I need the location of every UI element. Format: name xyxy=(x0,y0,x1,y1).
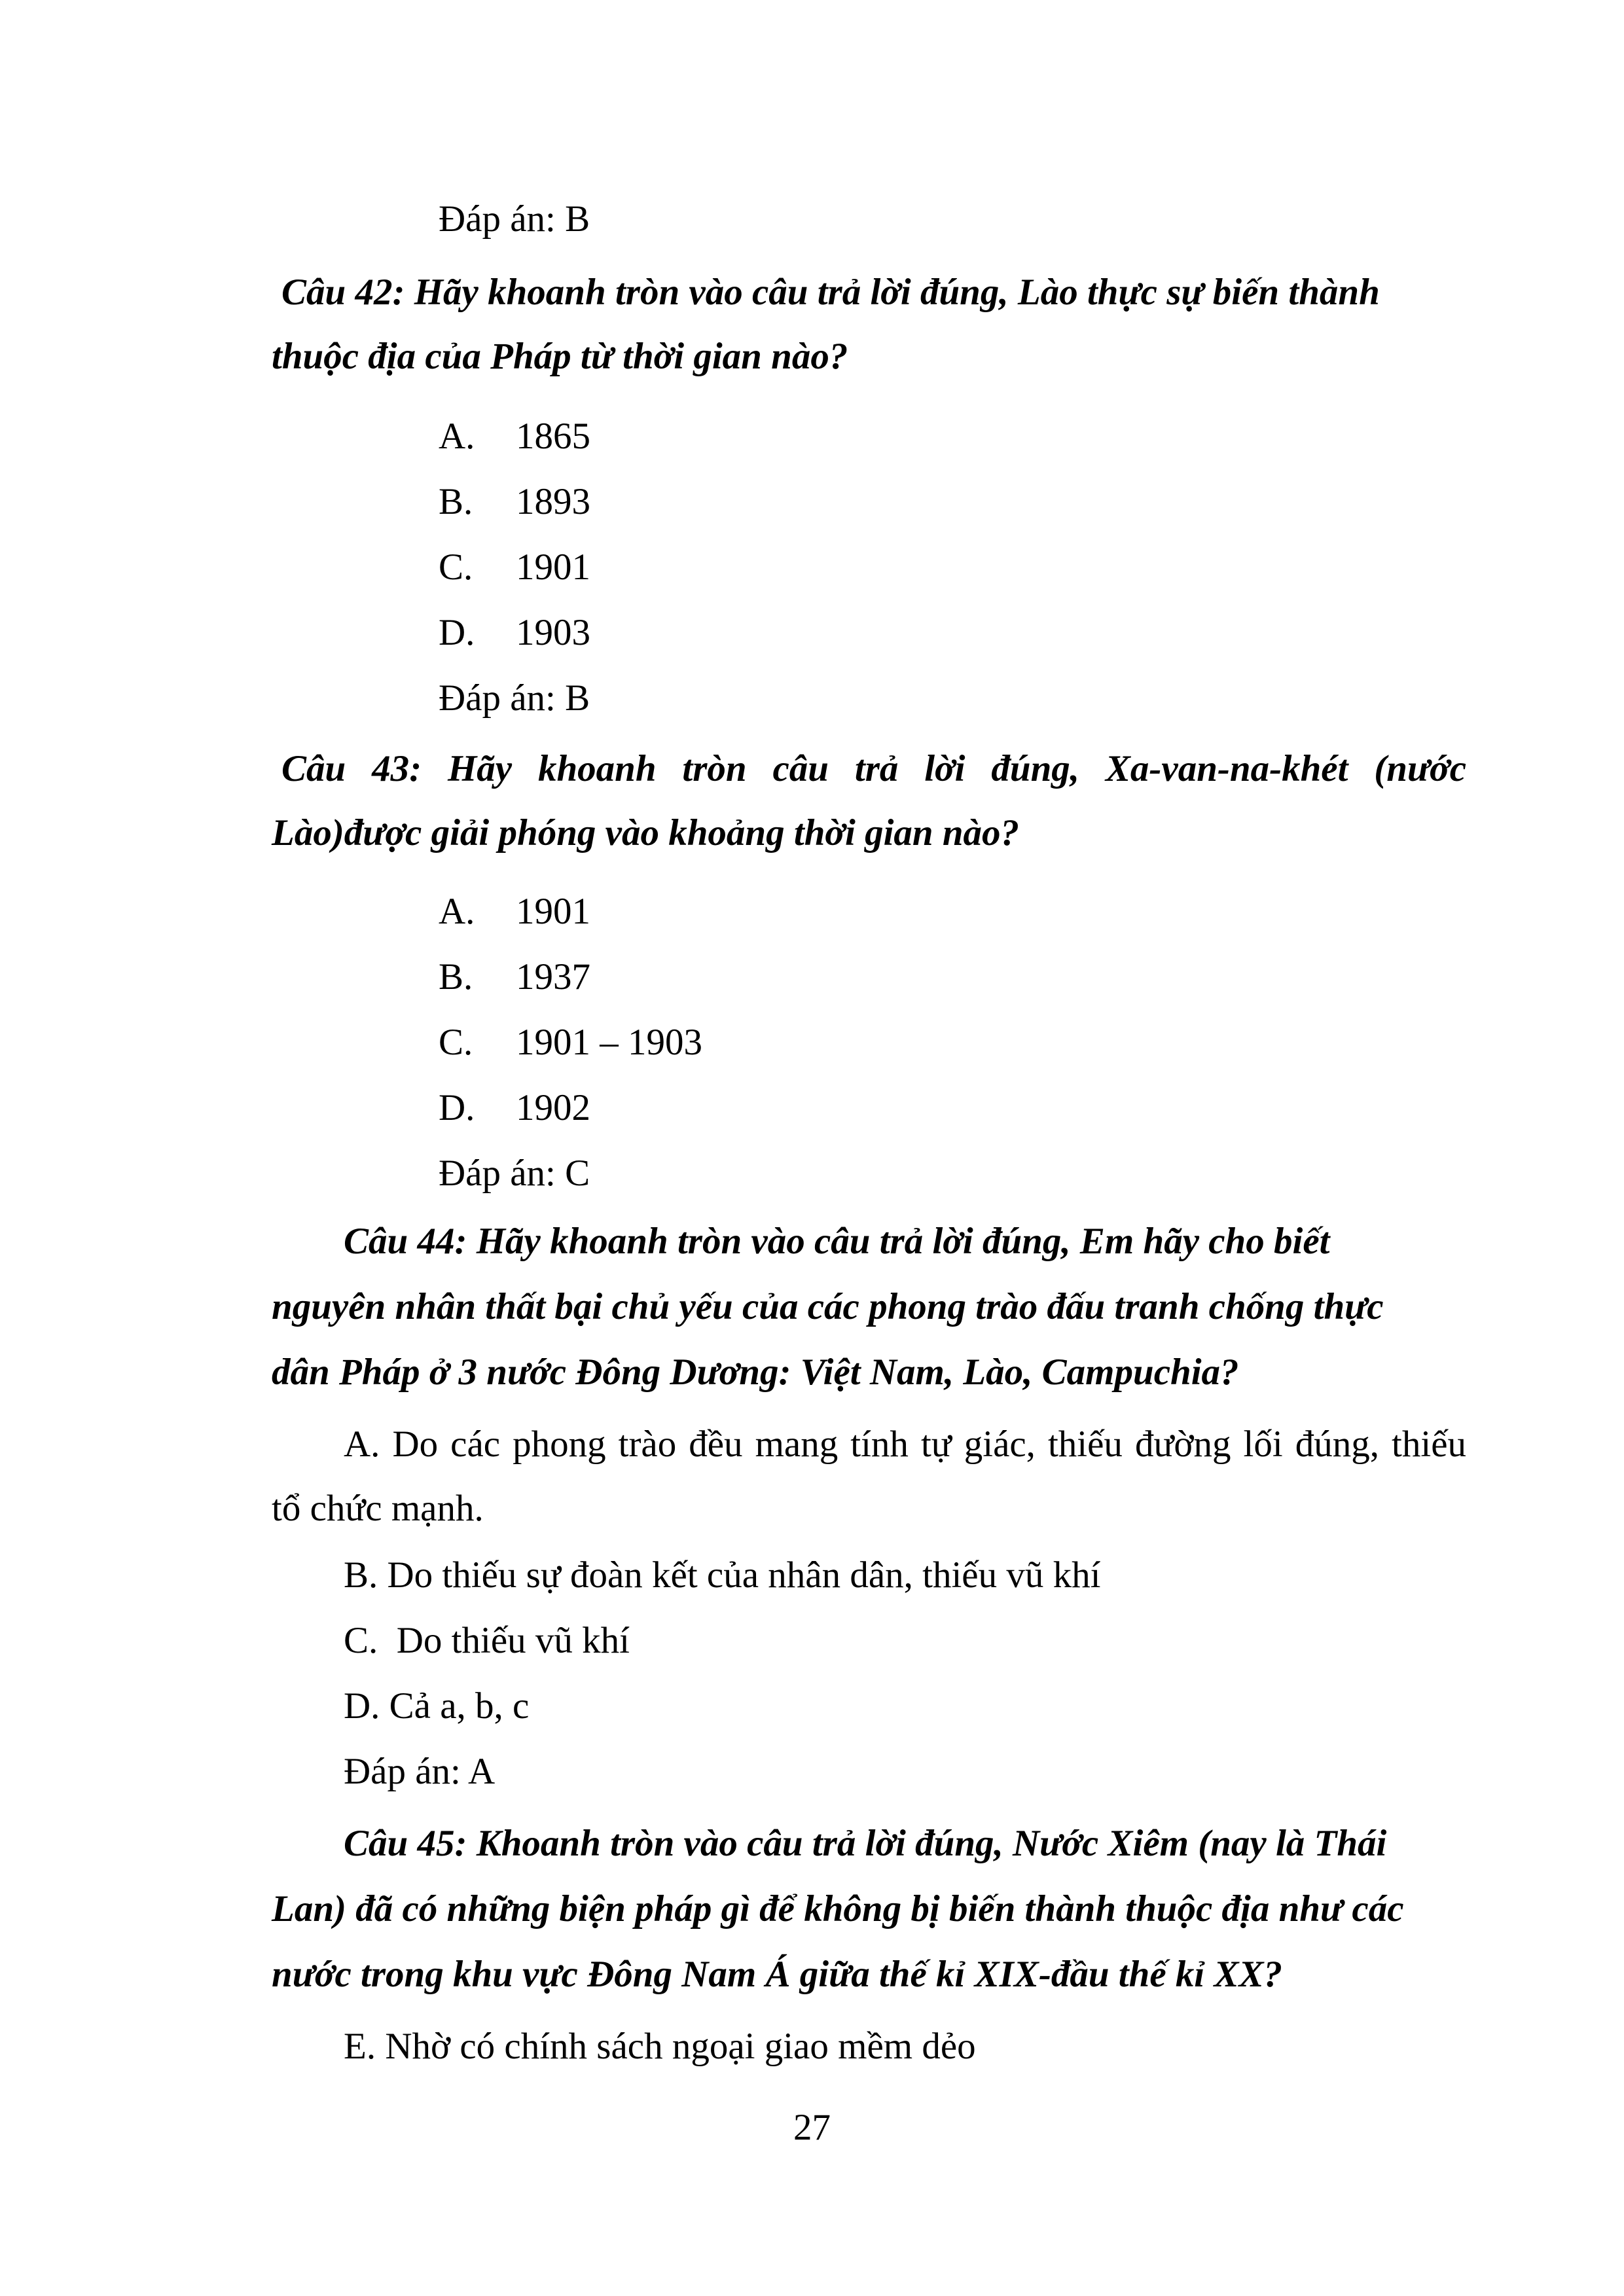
q43-option-d-text: 1902 xyxy=(516,1087,590,1128)
q42-option-d-text: 1903 xyxy=(516,612,590,653)
q45-option-e: E. Nhờ có chính sách ngoại giao mềm dẻo xyxy=(344,2026,976,2067)
question-45-line1: Câu 45: Khoanh tròn vào câu trả lời đúng, Nước Xiêm (nay là Thái xyxy=(344,1823,1387,1864)
answer-41: Đáp án: B xyxy=(439,198,590,240)
answer-43: Đáp án: C xyxy=(439,1153,590,1194)
q42-option-d-letter: D. xyxy=(439,612,475,653)
question-43-line2: Lào)được giải phóng vào khoảng thời gian nào? xyxy=(272,812,1020,853)
question-42-line1: Câu 42: Hãy khoanh tròn vào câu trả lời đúng, Lào thực sự biến thành xyxy=(281,272,1380,313)
q43-option-c xyxy=(439,1020,702,1066)
q42-option-a-letter: A. xyxy=(439,416,475,457)
q42-option-c-text: 1901 xyxy=(516,547,590,588)
q42-option-a-text: 1865 xyxy=(516,416,590,457)
question-44-line3: dân Pháp ở 3 nước Đông Dương: Việt Nam, Lào, Campuchia? xyxy=(272,1352,1239,1393)
q42-option-c xyxy=(439,545,590,590)
answer-42: Đáp án: B xyxy=(439,677,590,719)
q42-option-d xyxy=(439,610,590,656)
page-number: 27 xyxy=(793,2107,831,2148)
q43-option-a-letter: A. xyxy=(439,891,475,932)
q44-option-a-line1: A. Do các phong trào đều mang tính tự giác, thiếu đường lối đúng, thiếu xyxy=(344,1424,1466,1465)
question-45-line2: Lan) đã có những biện pháp gì để không bị biến thành thuộc địa như các xyxy=(272,1888,1404,1929)
q43-option-c-text: 1901 – 1903 xyxy=(516,1022,702,1063)
q42-option-a xyxy=(439,414,590,459)
q43-option-d xyxy=(439,1085,590,1131)
q43-option-b xyxy=(439,954,590,1000)
q43-option-b-letter: B. xyxy=(439,956,473,997)
q42-option-b xyxy=(439,479,590,525)
question-42-line2: thuộc địa của Pháp từ thời gian nào? xyxy=(272,336,848,377)
q43-option-a xyxy=(439,889,590,935)
answer-44: Đáp án: A xyxy=(344,1751,496,1792)
q44-option-a-line2: tổ chức mạnh. xyxy=(272,1488,484,1529)
q43-option-d-letter: D. xyxy=(439,1087,475,1128)
question-43-line1: Câu 43: Hãy khoanh tròn câu trả lời đúng, Xa-van-na-khét (nước xyxy=(281,748,1466,789)
q42-option-b-text: 1893 xyxy=(516,481,590,522)
q44-option-d: D. Cả a, b, c xyxy=(344,1685,530,1727)
question-44-line1: Câu 44: Hãy khoanh tròn vào câu trả lời đúng, Em hãy cho biết xyxy=(344,1221,1330,1262)
q44-option-c: C. Do thiếu vũ khí xyxy=(344,1620,630,1661)
q42-option-c-letter: C. xyxy=(439,547,473,588)
q43-option-c-letter: C. xyxy=(439,1022,473,1063)
question-45-line3: nước trong khu vực Đông Nam Á giữa thế kỉ XIX-đầu thế kỉ XX? xyxy=(272,1954,1283,1995)
q43-option-a-text: 1901 xyxy=(516,891,590,932)
q42-option-b-letter: B. xyxy=(439,481,473,522)
q44-option-b: B. Do thiếu sự đoàn kết của nhân dân, thiếu vũ khí xyxy=(344,1554,1101,1596)
q43-option-b-text: 1937 xyxy=(516,956,590,997)
question-44-line2: nguyên nhân thất bại chủ yếu của các phong trào đấu tranh chống thực xyxy=(272,1286,1384,1327)
